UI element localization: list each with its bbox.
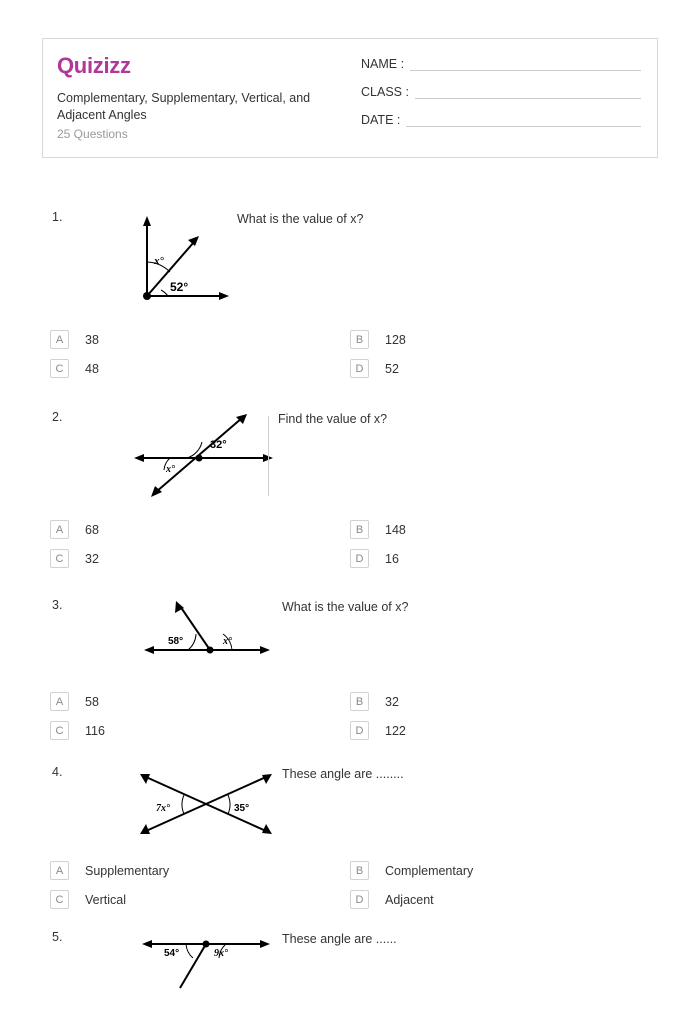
question-5-prompt: These angle are ...... bbox=[282, 932, 397, 946]
student-info-fields bbox=[355, 39, 657, 157]
question-4-figure bbox=[92, 765, 272, 861]
question-1-number: 1. bbox=[52, 210, 63, 224]
question-4-label-x: 7x° bbox=[156, 803, 170, 814]
question-1-label-known: 52° bbox=[170, 280, 189, 294]
question-3-option-c[interactable] bbox=[50, 721, 105, 740]
option-letter: B bbox=[350, 861, 369, 880]
option-text: 16 bbox=[385, 551, 399, 566]
question-4-option-d[interactable] bbox=[350, 890, 434, 909]
question-3-option-d[interactable] bbox=[350, 721, 406, 740]
question-5-label-x: 9x° bbox=[214, 948, 228, 959]
question-4-number: 4. bbox=[52, 765, 63, 779]
question-1-options bbox=[42, 330, 658, 388]
name-field-label: NAME : bbox=[361, 57, 405, 71]
question-4-label-known: 35° bbox=[234, 803, 250, 814]
question-3-figure bbox=[92, 598, 272, 694]
option-letter: C bbox=[50, 890, 69, 909]
option-letter: A bbox=[50, 861, 69, 880]
option-text: 128 bbox=[385, 332, 406, 347]
question-1-option-a[interactable] bbox=[50, 330, 99, 349]
question-4-prompt: These angle are ........ bbox=[282, 767, 404, 781]
option-text: 148 bbox=[385, 522, 406, 537]
option-letter: B bbox=[350, 330, 369, 349]
option-text: Complementary bbox=[385, 863, 474, 878]
option-text: 122 bbox=[385, 723, 406, 738]
option-text: 116 bbox=[85, 723, 105, 738]
question-2-option-a[interactable] bbox=[50, 520, 99, 539]
question-1 bbox=[42, 210, 658, 388]
question-count: 25 Questions bbox=[57, 127, 128, 141]
question-2-option-d[interactable] bbox=[350, 549, 399, 568]
worksheet-header bbox=[42, 38, 658, 158]
question-2-option-b[interactable] bbox=[350, 520, 406, 539]
question-1-option-c[interactable] bbox=[50, 359, 99, 378]
date-field-label: DATE : bbox=[361, 113, 401, 127]
option-text: 48 bbox=[85, 361, 99, 376]
question-2-label-x: x° bbox=[166, 464, 175, 475]
question-2-number: 2. bbox=[52, 410, 63, 424]
question-2-divider bbox=[268, 416, 269, 496]
class-field-input[interactable] bbox=[415, 85, 641, 99]
option-text: Supplementary bbox=[85, 863, 170, 878]
option-text: 68 bbox=[85, 522, 99, 537]
option-text: 52 bbox=[385, 361, 399, 376]
class-field-row bbox=[361, 85, 641, 99]
question-5 bbox=[42, 930, 658, 990]
option-text: Vertical bbox=[85, 892, 126, 907]
option-text: 32 bbox=[385, 694, 399, 709]
question-3-option-b[interactable] bbox=[350, 692, 399, 711]
option-letter: A bbox=[50, 520, 69, 539]
quizizz-logo-text: Quizizz bbox=[57, 53, 131, 78]
question-4-option-b[interactable] bbox=[350, 861, 473, 880]
name-field-input[interactable] bbox=[410, 57, 641, 71]
question-4-option-c[interactable] bbox=[50, 890, 126, 909]
option-letter: C bbox=[50, 549, 69, 568]
option-text: 38 bbox=[85, 332, 99, 347]
question-5-label-known: 54° bbox=[164, 948, 180, 959]
worksheet-title: Complementary, Supplementary, Vertical, and Adjacent Angles bbox=[57, 91, 311, 122]
option-letter: C bbox=[50, 721, 69, 740]
question-5-figure bbox=[92, 930, 272, 1026]
question-3-options bbox=[42, 692, 658, 750]
question-1-label-x: x° bbox=[154, 255, 164, 267]
option-letter: C bbox=[50, 359, 69, 378]
date-field-row bbox=[361, 113, 641, 127]
question-3 bbox=[42, 598, 658, 750]
class-field-label: CLASS : bbox=[361, 85, 409, 99]
question-3-label-known: 58° bbox=[168, 636, 184, 647]
question-2-prompt: Find the value of x? bbox=[278, 412, 388, 426]
question-2 bbox=[42, 410, 658, 578]
question-2-figure bbox=[92, 410, 272, 506]
option-letter: A bbox=[50, 692, 69, 711]
option-letter: A bbox=[50, 330, 69, 349]
date-field-input[interactable] bbox=[406, 113, 641, 127]
option-text: 32 bbox=[85, 551, 99, 566]
question-1-option-b[interactable] bbox=[350, 330, 406, 349]
header-branding bbox=[43, 39, 355, 157]
question-4 bbox=[42, 765, 658, 919]
option-letter: D bbox=[350, 890, 369, 909]
question-1-option-d[interactable] bbox=[350, 359, 399, 378]
name-field-row bbox=[361, 57, 641, 71]
option-letter: B bbox=[350, 520, 369, 539]
question-1-prompt: What is the value of x? bbox=[237, 212, 364, 226]
question-5-number: 5. bbox=[52, 930, 63, 944]
question-3-label-x: x° bbox=[223, 636, 232, 647]
option-letter: B bbox=[350, 692, 369, 711]
question-2-label-known: 32° bbox=[210, 439, 227, 451]
question-3-number: 3. bbox=[52, 598, 63, 612]
option-letter: D bbox=[350, 721, 369, 740]
question-2-option-c[interactable] bbox=[50, 549, 99, 568]
question-3-option-a[interactable] bbox=[50, 692, 99, 711]
question-3-prompt: What is the value of x? bbox=[282, 600, 409, 614]
option-letter: D bbox=[350, 549, 369, 568]
option-letter: D bbox=[350, 359, 369, 378]
question-2-options bbox=[42, 520, 658, 578]
quizizz-logo bbox=[57, 55, 345, 78]
option-text: 58 bbox=[85, 694, 99, 709]
option-text: Adjacent bbox=[385, 892, 434, 907]
question-4-option-a[interactable] bbox=[50, 861, 169, 880]
question-4-options bbox=[42, 861, 658, 919]
